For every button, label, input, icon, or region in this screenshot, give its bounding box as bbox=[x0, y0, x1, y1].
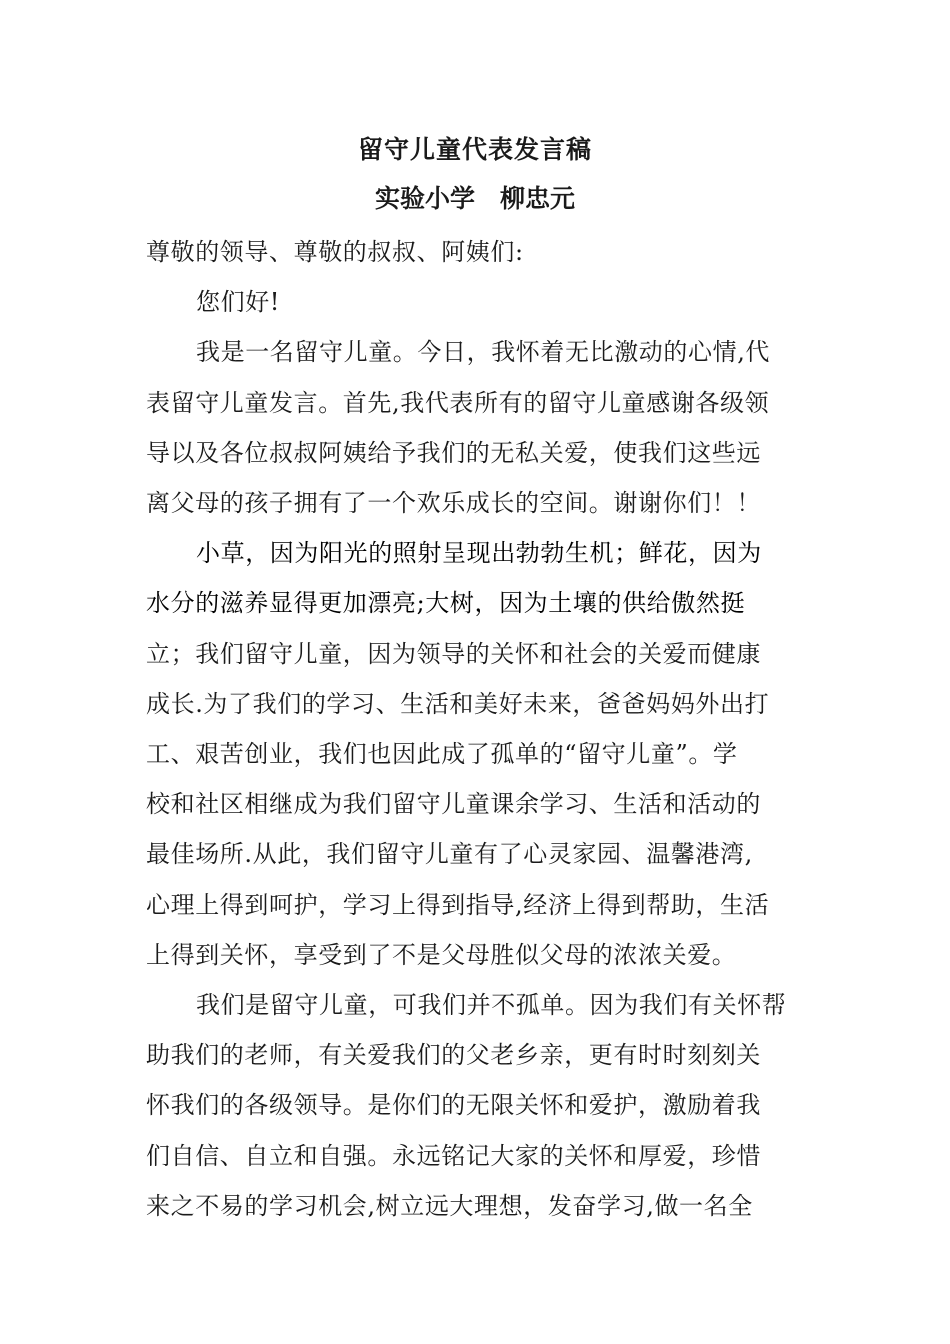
body-line: 立；我们留守儿童，因为领导的关怀和社会的关爱而健康 bbox=[146, 639, 761, 668]
body-line: 我是一名留守儿童。今日，我怀着无比激动的心情,代 bbox=[196, 338, 771, 367]
body-line: 来之不易的学习机会,树立远大理想，发奋学习,做一名全 bbox=[146, 1191, 753, 1220]
body-line: 最佳场所.从此，我们留守儿童有了心灵家园、温馨港湾, bbox=[146, 840, 753, 869]
body-line: 表留守儿童发言。首先,我代表所有的留守儿童感谢各级领 bbox=[146, 388, 770, 417]
body-line: 心理上得到呵护，学习上得到指导,经济上得到帮助，生活 bbox=[146, 890, 770, 919]
body-line: 工、艰苦创业，我们也因此成了孤单的“留守儿童”。学 bbox=[146, 740, 738, 768]
body-line: 上得到关怀，享受到了不是父母胜似父母的浓浓关爱。 bbox=[146, 940, 737, 969]
body-line: 怀我们的各级领导。是你们的无限关怀和爱护，激励着我 bbox=[146, 1091, 761, 1120]
document-author: 实验小学 柳忠元 bbox=[374, 184, 575, 213]
body-line: 您们好! bbox=[196, 288, 281, 317]
document-title: 留守儿童代表发言稿 bbox=[357, 135, 592, 164]
body-line: 助我们的老师，有关爱我们的父老乡亲，更有时时刻刻关 bbox=[146, 1041, 761, 1070]
body-line: 尊敬的领导、尊敬的叔叔、阿姨们: bbox=[146, 238, 524, 266]
body-line: 成长.为了我们的学习、生活和美好未来，爸爸妈妈外出打 bbox=[146, 689, 770, 718]
body-line: 水分的滋养显得更加漂亮;大树，因为土壤的供给傲然挺 bbox=[146, 589, 746, 618]
body-line: 导以及各位叔叔阿姨给予我们的无私关爱，使我们这些远 bbox=[146, 438, 761, 467]
body-line: 校和社区相继成为我们留守儿童课余学习、生活和活动的 bbox=[146, 790, 761, 819]
body-line: 小草，因为阳光的照射呈现出勃勃生机；鲜花，因为 bbox=[196, 539, 762, 568]
body-line: 我们是留守儿童，可我们并不孤单。因为我们有关怀帮 bbox=[196, 991, 787, 1019]
body-line: 离父母的孩子拥有了一个欢乐成长的空间。谢谢你们！！ bbox=[146, 489, 761, 517]
body-line: 们自信、自立和自强。永远铭记大家的关怀和厚爱，珍惜 bbox=[146, 1141, 761, 1170]
